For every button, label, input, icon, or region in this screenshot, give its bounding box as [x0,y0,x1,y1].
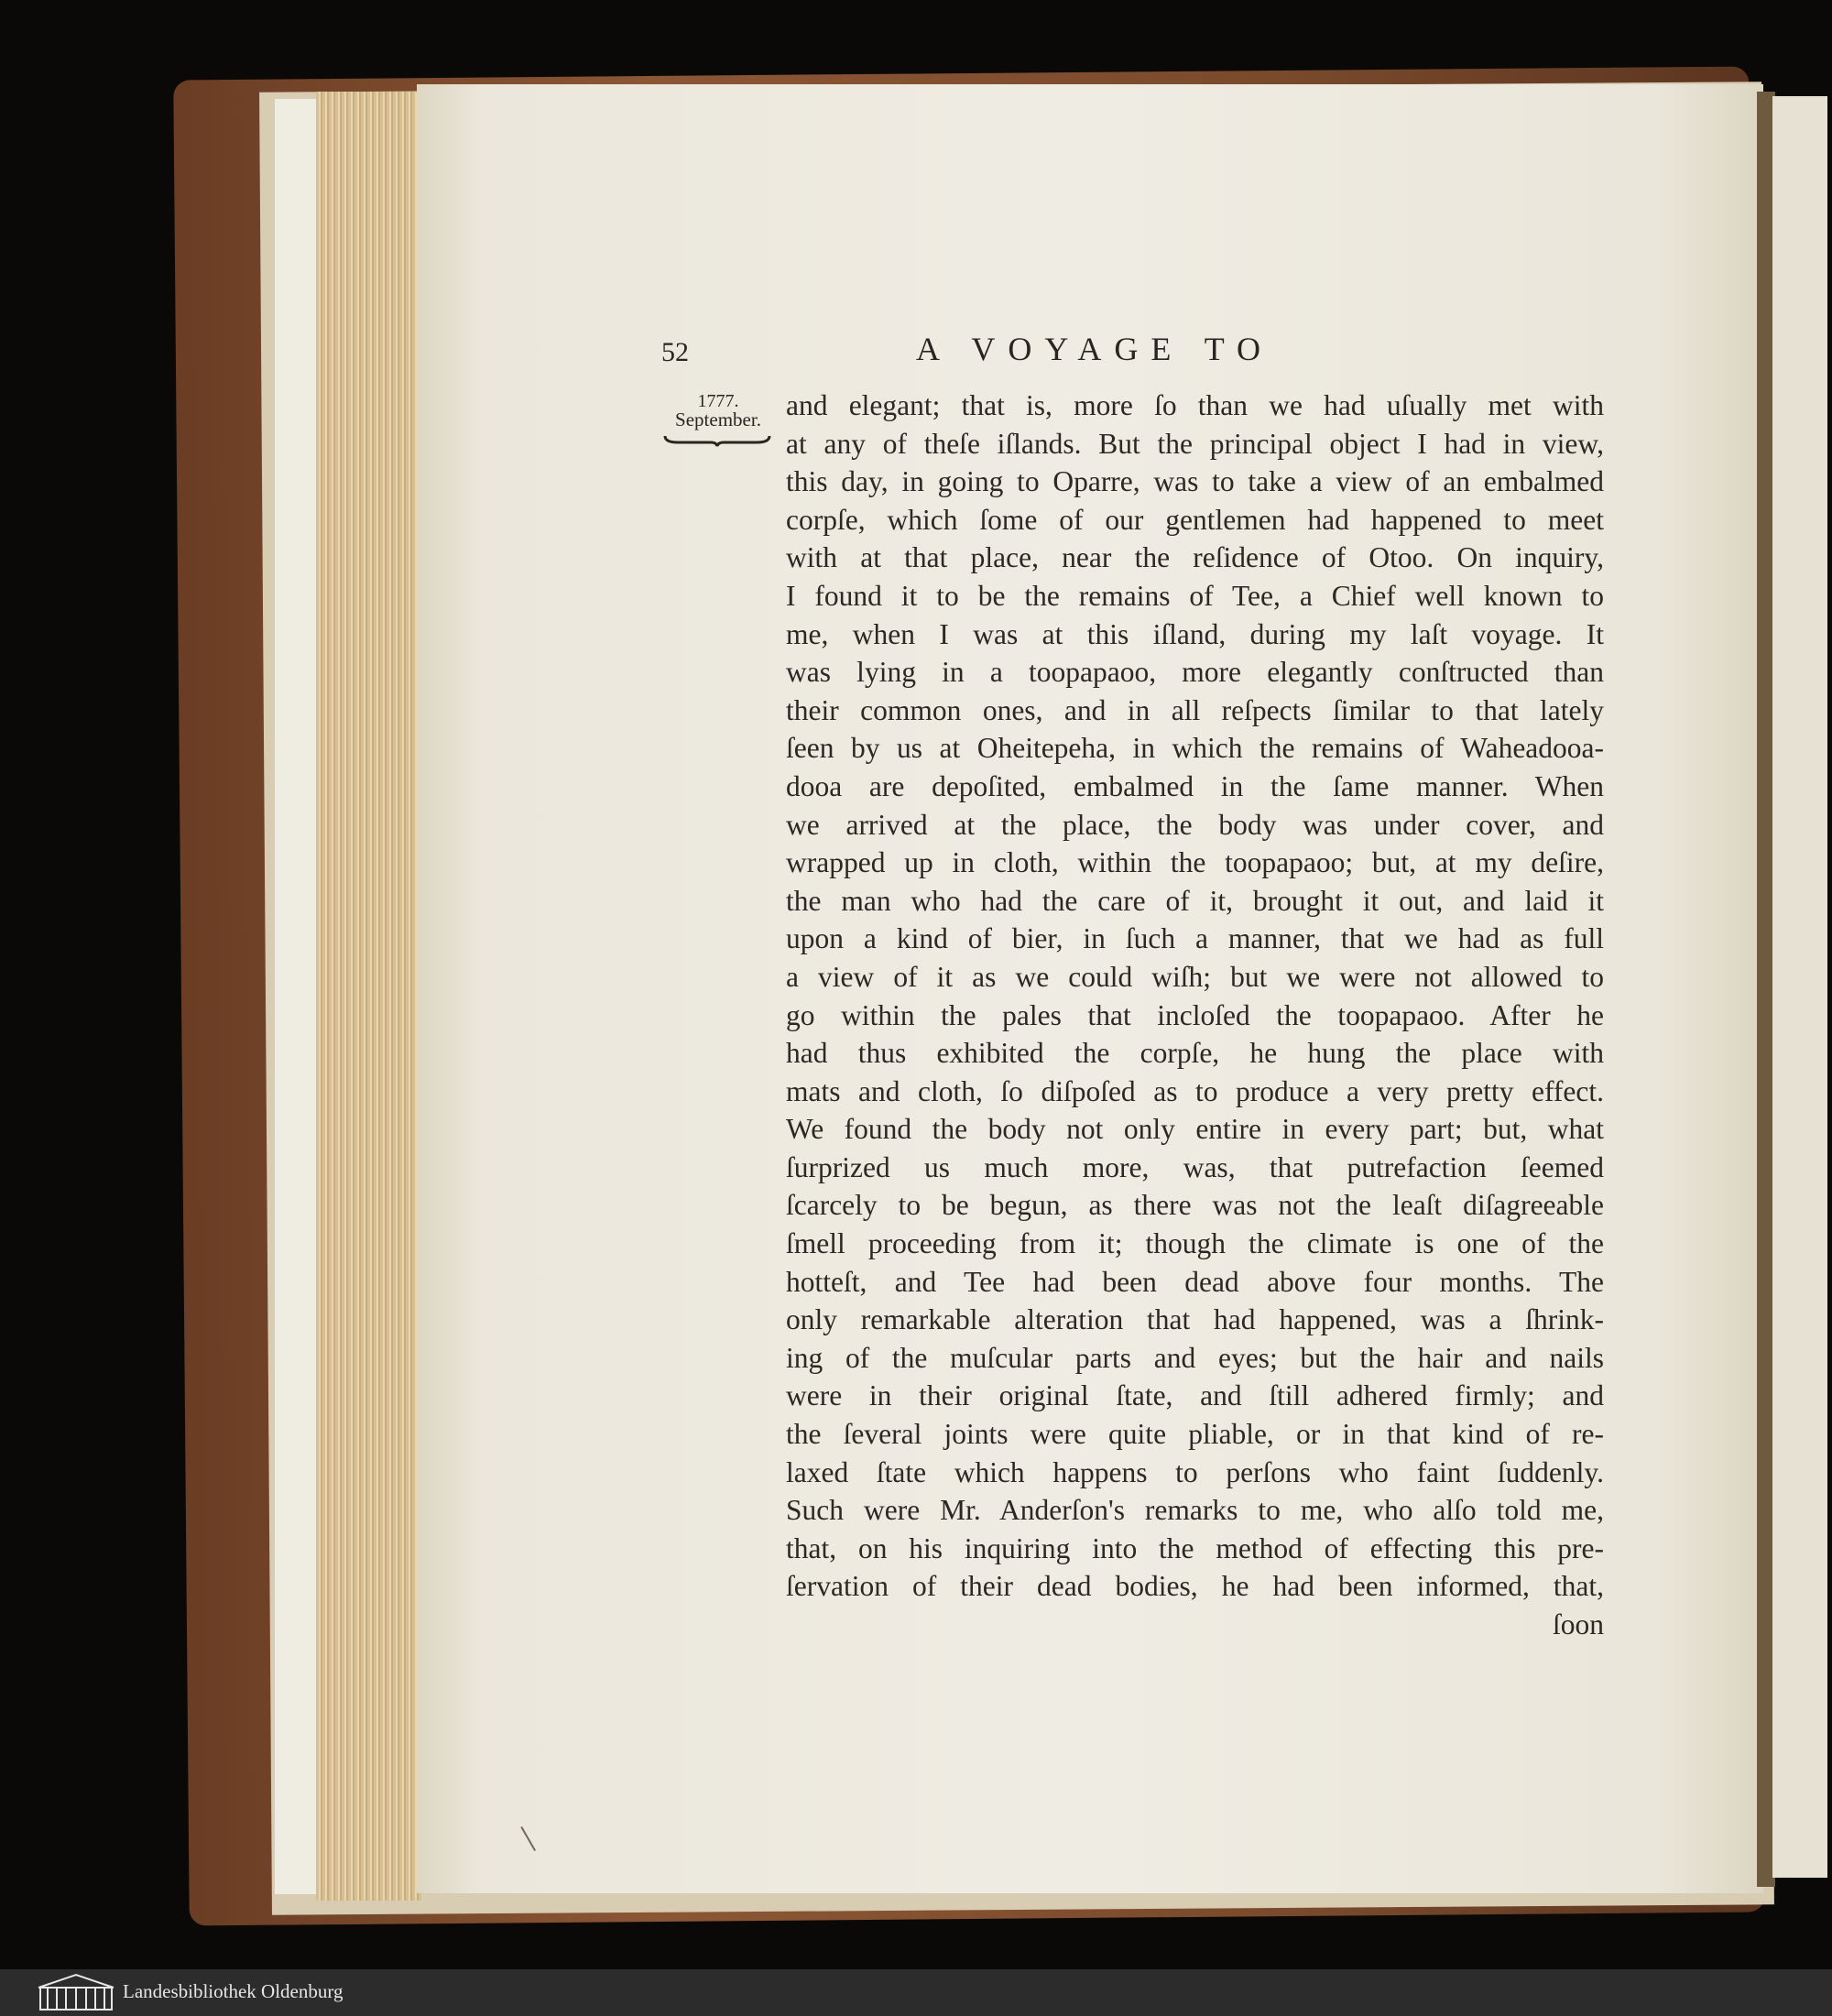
text-line: We found the body not only entire in every part; but, what [786,1113,1604,1146]
text-line: me, when I was at this iſland, during my laſt voyage. It [786,617,1604,650]
library-name: Landesbibliothek Oldenburg [123,1980,344,2002]
text-line: this day, in going to Oparre, was to take a view of an embalmed [786,465,1604,498]
text-line: Such were Mr. Anderſon's remarks to me, who alſo told me, [786,1494,1604,1527]
running-head: A VOYAGE TO [916,331,1274,367]
text-line: their common ones, and in all reſpects ſimilar to that lately [786,693,1604,726]
text-line: ſoon [1552,1608,1604,1640]
margin-note-year: 1777. [697,391,739,411]
text-line: the ſeveral joints were quite pliable, or in that kind of re- [786,1418,1604,1451]
text-line: with at that place, near the reſidence of Otoo. On inquiry, [786,541,1604,574]
margin-note-month: September. [675,409,761,430]
text-line: upon a kind of bier, in ſuch a manner, that we had as full [786,922,1604,955]
text-line: mats and cloth, ſo diſpoſed as to produce a very pretty effect. [786,1074,1604,1107]
text-line: was lying in a toopapaoo, more elegantly conſtructed than [786,656,1604,689]
text-line: go within the pales that incloſed the toopapaoo. After he [786,998,1604,1031]
text-line: wrapped up in cloth, within the toopapaoo; but, at my deſire, [786,846,1604,879]
text-line: a view of it as we could wiſh; but we were not allowed to [786,960,1604,993]
text-line: the man who had the care of it, brought it out, and laid it [786,884,1604,917]
text-line: laxed ſtate which happens to perſons who faint ſuddenly. [786,1455,1604,1488]
text-line: ſervation of their dead bodies, he had been informed, that, [786,1570,1604,1603]
margin-note [663,392,773,447]
text-line: and elegant; that is, more ſo than we had uſually met with [786,389,1604,421]
library-building-icon [37,1973,115,2011]
text-line: ſeen by us at Oheitepeha, in which the remains of Waheadooa- [786,732,1604,765]
text-line: ſurprized us much more, was, that putrefaction ſeemed [786,1150,1604,1183]
text-line: we arrived at the place, the body was under cover, and [786,808,1604,841]
text-line: hotteſt, and Tee had been dead above four months. The [786,1265,1604,1298]
facing-page-edge [1772,96,1827,1878]
text-line: had thus exhibited the corpſe, he hung the place with [786,1037,1604,1070]
text-line: were in their original ſtate, and ſtill adhered firmly; and [786,1379,1604,1412]
text-line: at any of theſe iſlands. But the principal object I had in view, [786,427,1604,460]
body-text [786,387,1604,1644]
page-edges [316,92,421,1901]
text-line: dooa are depoſited, embalmed in the ſame manner. When [786,769,1604,802]
text-line: that, on his inquiring into the method of effecting this pre- [786,1531,1604,1564]
text-line: I found it to be the remains of Tee, a Chief well known to [786,579,1604,612]
text-line: ſcarcely to be begun, as there was not the leaſt diſagreeable [786,1189,1604,1222]
page-number: 52 [661,337,689,367]
brace-icon [663,434,771,447]
text-line: ſmell proceeding from it; though the climate is one of the [786,1227,1604,1260]
text-line: ing of the muſcular parts and eyes; but the hair and nails [786,1341,1604,1374]
text-line: corpſe, which ſome of our gentlemen had happened to meet [786,503,1604,536]
text-line: only remarkable alteration that had happened, was a ſhrink- [786,1303,1604,1336]
